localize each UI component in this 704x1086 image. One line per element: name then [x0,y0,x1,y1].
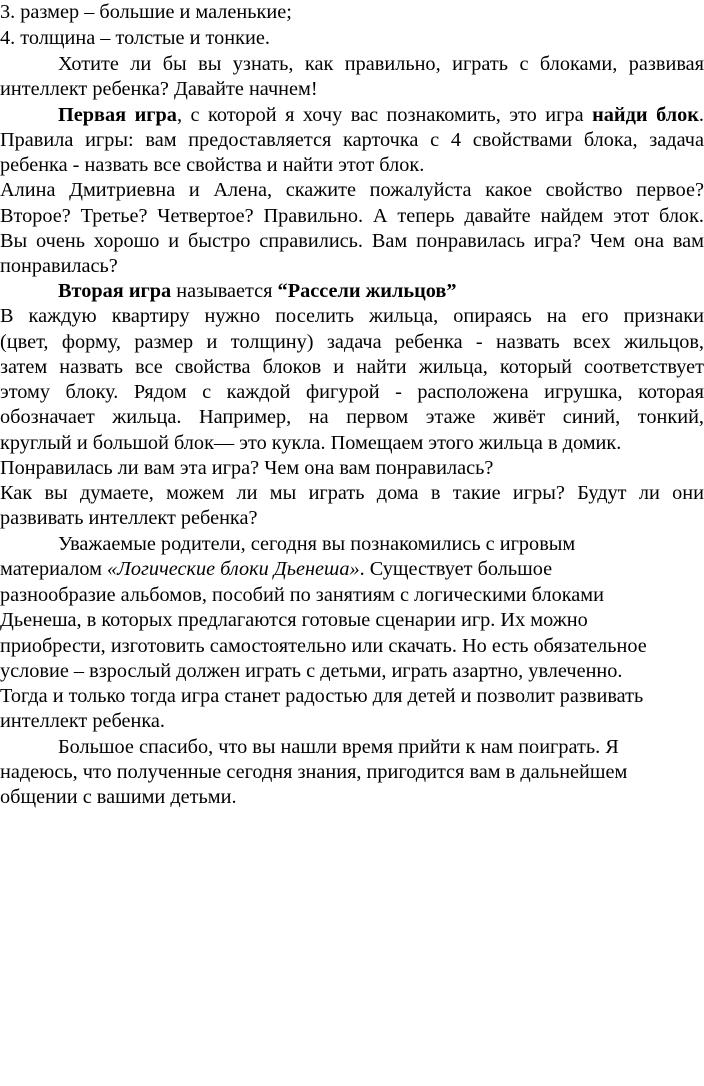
game1-line-6: Вы очень хорошо и быстро справились. Вам понравилась игра? Чем она вам [0,230,704,252]
game2-line-8: Как вы думаете, можем ли мы играть дома в такие игры? Будут ли они [0,482,704,504]
game2-line-6: круглый и большой блок— это кукла. Помещаем этого жильца в домик. [0,432,622,454]
conclusion-line-1: Уважаемые родители, сегодня вы познакомились с игровым [58,533,576,555]
conclusion-line-2-start: материалом [0,558,107,580]
game2-name-bold: “Рассели жильцов” [277,280,457,302]
game1-line-7: понравилась? [0,255,118,277]
thanks-line-1: Большое спасибо, что вы нашли время прийти к нам поиграть. Я [58,736,619,758]
game2-line-3: затем назвать все свойства блоков и найти жильца, который соответствует [0,356,704,378]
game2-line-1: В каждую квартиру нужно поселить жильца, опираясь на его признаки [0,305,704,327]
list-item-size: 3. размер – большие и маленькие; [0,1,292,23]
list-item-thickness: 4. толщина – толстые и тонкие. [0,27,270,49]
game1-name-end: . [698,104,704,126]
thanks-line-3: общении с вашими детьми. [0,786,237,808]
game1-line-2: Правила игры: вам предоставляется карточка с 4 свойствами блока, задача [0,129,704,151]
intro-line-2: интеллект ребенка? Давайте начнем! [0,78,318,100]
game2-line-7: Понравилась ли вам эта игра? Чем она вам понравилась? [0,457,494,479]
thanks-line-2: надеюсь, что полученные сегодня знания, пригодится вам в дальнейшем [0,761,628,783]
game1-line-4: Алина Дмитриевна и Алена, скажите пожалуйста какое свойство первое? [0,179,704,201]
game1-title-rest: , с которой я хочу вас познакомить, это игра [176,104,593,126]
intro-line-1: Хотите ли бы вы узнать, как правильно, играть с блоками, развивая [58,53,704,75]
conclusion-line-6: условие – взрослый должен играть с детьми, играть азартно, увлеченно. [0,660,623,682]
game1-line-5: Второе? Третье? Четвертое? Правильно. А теперь давайте найдем этот блок. [0,205,704,227]
game2-line-4: этому блоку. Рядом с каждой фигурой - расположена игрушка, которая [0,381,704,403]
game1-title-bold: Первая игра [58,104,177,126]
game2-title-bold: Вторая игра [58,280,172,302]
conclusion-line-7: Тогда и только тогда игра станет радостью для детей и позволит развивать [0,685,644,707]
conclusion-line-5: приобрести, изготовить самостоятельно или скачать. Но есть обязательное [0,635,647,657]
conclusion-line-4: Дьенеша, в которых предлагаются готовые сценарии игр. Их можно [0,609,588,631]
game1-line-3: ребенка - назвать все свойства и найти этот блок. [0,154,425,176]
game1-name-bold: найди блок [592,104,699,126]
conclusion-line-2 [0,557,552,581]
game2-line-2: (цвет, форму, размер и толщину) задача ребенка - назвать всех жильцов, [0,331,704,353]
conclusion-line-2-end: . Существует большое [359,558,553,580]
game2-line-5: обозначает жильца. Например, на первом этаже живёт синий, тонкий, [0,406,704,428]
conclusion-line-8: интеллект ребенка. [0,710,166,732]
game2-title-mid: называется [171,280,278,302]
conclusion-line-3: разнообразие альбомов, пособий по занятиям с логическими блоками [0,584,604,606]
game1-title-line [58,103,704,127]
conclusion-italic-title: «Логические блоки Дьенеша» [107,558,360,580]
game2-line-9: развивать интеллект ребенка? [0,507,258,529]
game2-title-line [58,279,457,303]
